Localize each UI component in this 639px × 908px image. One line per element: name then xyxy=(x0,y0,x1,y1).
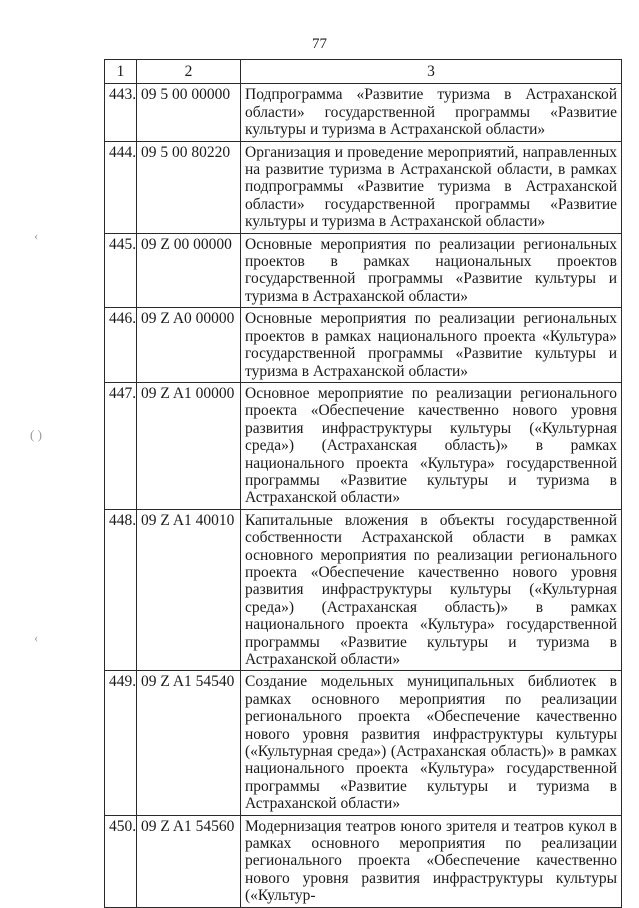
row-code: 09 Z 00 00000 xyxy=(137,233,241,308)
row-code: 09 5 00 00000 xyxy=(137,84,241,141)
classification-table xyxy=(104,59,622,908)
row-code: 09 Z A1 00000 xyxy=(137,382,241,509)
scan-mark: ( ) xyxy=(30,427,42,442)
table-row xyxy=(105,671,622,815)
row-number: 450. xyxy=(105,815,137,907)
table-row xyxy=(105,382,622,509)
row-description: Организация и проведение мероприятий, направленных на развитие туризма в Астраханской области, в рамках подпрограммы «Развитие туризма в Астраханской области» государственной программы «Развитие культуры и туризма в Астраханской области» xyxy=(241,141,622,233)
row-code: 09 Z A0 00000 xyxy=(137,308,241,383)
row-number: 443. xyxy=(105,84,137,141)
row-number: 447. xyxy=(105,382,137,509)
row-description: Основные мероприятия по реализации региональных проектов в рамках национального проекта «Культура» государственной программы «Развитие культуры и туризма в Астраханской области» xyxy=(241,308,622,383)
row-description: Подпрограмма «Развитие туризма в Астраханской области» государственной программы «Развитие культуры и туризма в Астраханской области» xyxy=(241,84,622,141)
table-row xyxy=(105,308,622,383)
row-code: 09 Z A1 54540 xyxy=(137,671,241,815)
row-description: Основное мероприятие по реализации регионального проекта «Обеспечение качественно нового уровня развития инфраструктуры культуры («Культурная среда») (Астраханская область)» в рамках национального проекта «Культура» государственной программы «Развитие культуры и туризма в Астраханской области» xyxy=(241,382,622,509)
table-row xyxy=(105,233,622,308)
scan-mark: ‹ xyxy=(34,630,39,645)
column-header: 2 xyxy=(137,60,241,84)
row-number: 449. xyxy=(105,671,137,815)
row-number: 444. xyxy=(105,141,137,233)
scan-mark: ‹ xyxy=(34,228,39,243)
table-row xyxy=(105,509,622,671)
row-number: 445. xyxy=(105,233,137,308)
row-description: Капитальные вложения в объекты государственной собственности Астраханской области в рамках основного мероприятия по реализации регионального проекта «Обеспечение качественно нового уровня развития инфраструктуры культуры («Культурная среда») (Астраханская область)» в рамках национального проекта «Культура» государственной программы «Развитие культуры и туризма в Астраханской области» xyxy=(241,509,622,671)
row-number: 446. xyxy=(105,308,137,383)
column-header: 1 xyxy=(105,60,137,84)
row-description: Модернизация театров юного зрителя и театров кукол в рамках основного мероприятия по реализации регионального проекта «Обеспечение качественно нового уровня развития инфраструктуры культуры («Культур- xyxy=(241,815,622,907)
column-header: 3 xyxy=(241,60,622,84)
row-description: Создание модельных муниципальных библиотек в рамках основного мероприятия по реализации регионального проекта «Обеспечение качественно нового уровня развития инфраструктуры культуры («Культурная среда») (Астраханская область)» в рамках национального проекта «Культура» государственной программы «Развитие культуры и туризма в Астраханской области» xyxy=(241,671,622,815)
row-number: 448. xyxy=(105,509,137,671)
table-row xyxy=(105,141,622,233)
row-code: 09 Z A1 54560 xyxy=(137,815,241,907)
row-description: Основные мероприятия по реализации региональных проектов в рамках национальных проектов государственной программы «Развитие культуры и туризма в Астраханской области» xyxy=(241,233,622,308)
row-code: 09 Z A1 40010 xyxy=(137,509,241,671)
table-row xyxy=(105,815,622,907)
row-code: 09 5 00 80220 xyxy=(137,141,241,233)
page-number: 77 xyxy=(312,36,327,52)
table-header-row xyxy=(105,60,622,84)
table-row xyxy=(105,84,622,141)
